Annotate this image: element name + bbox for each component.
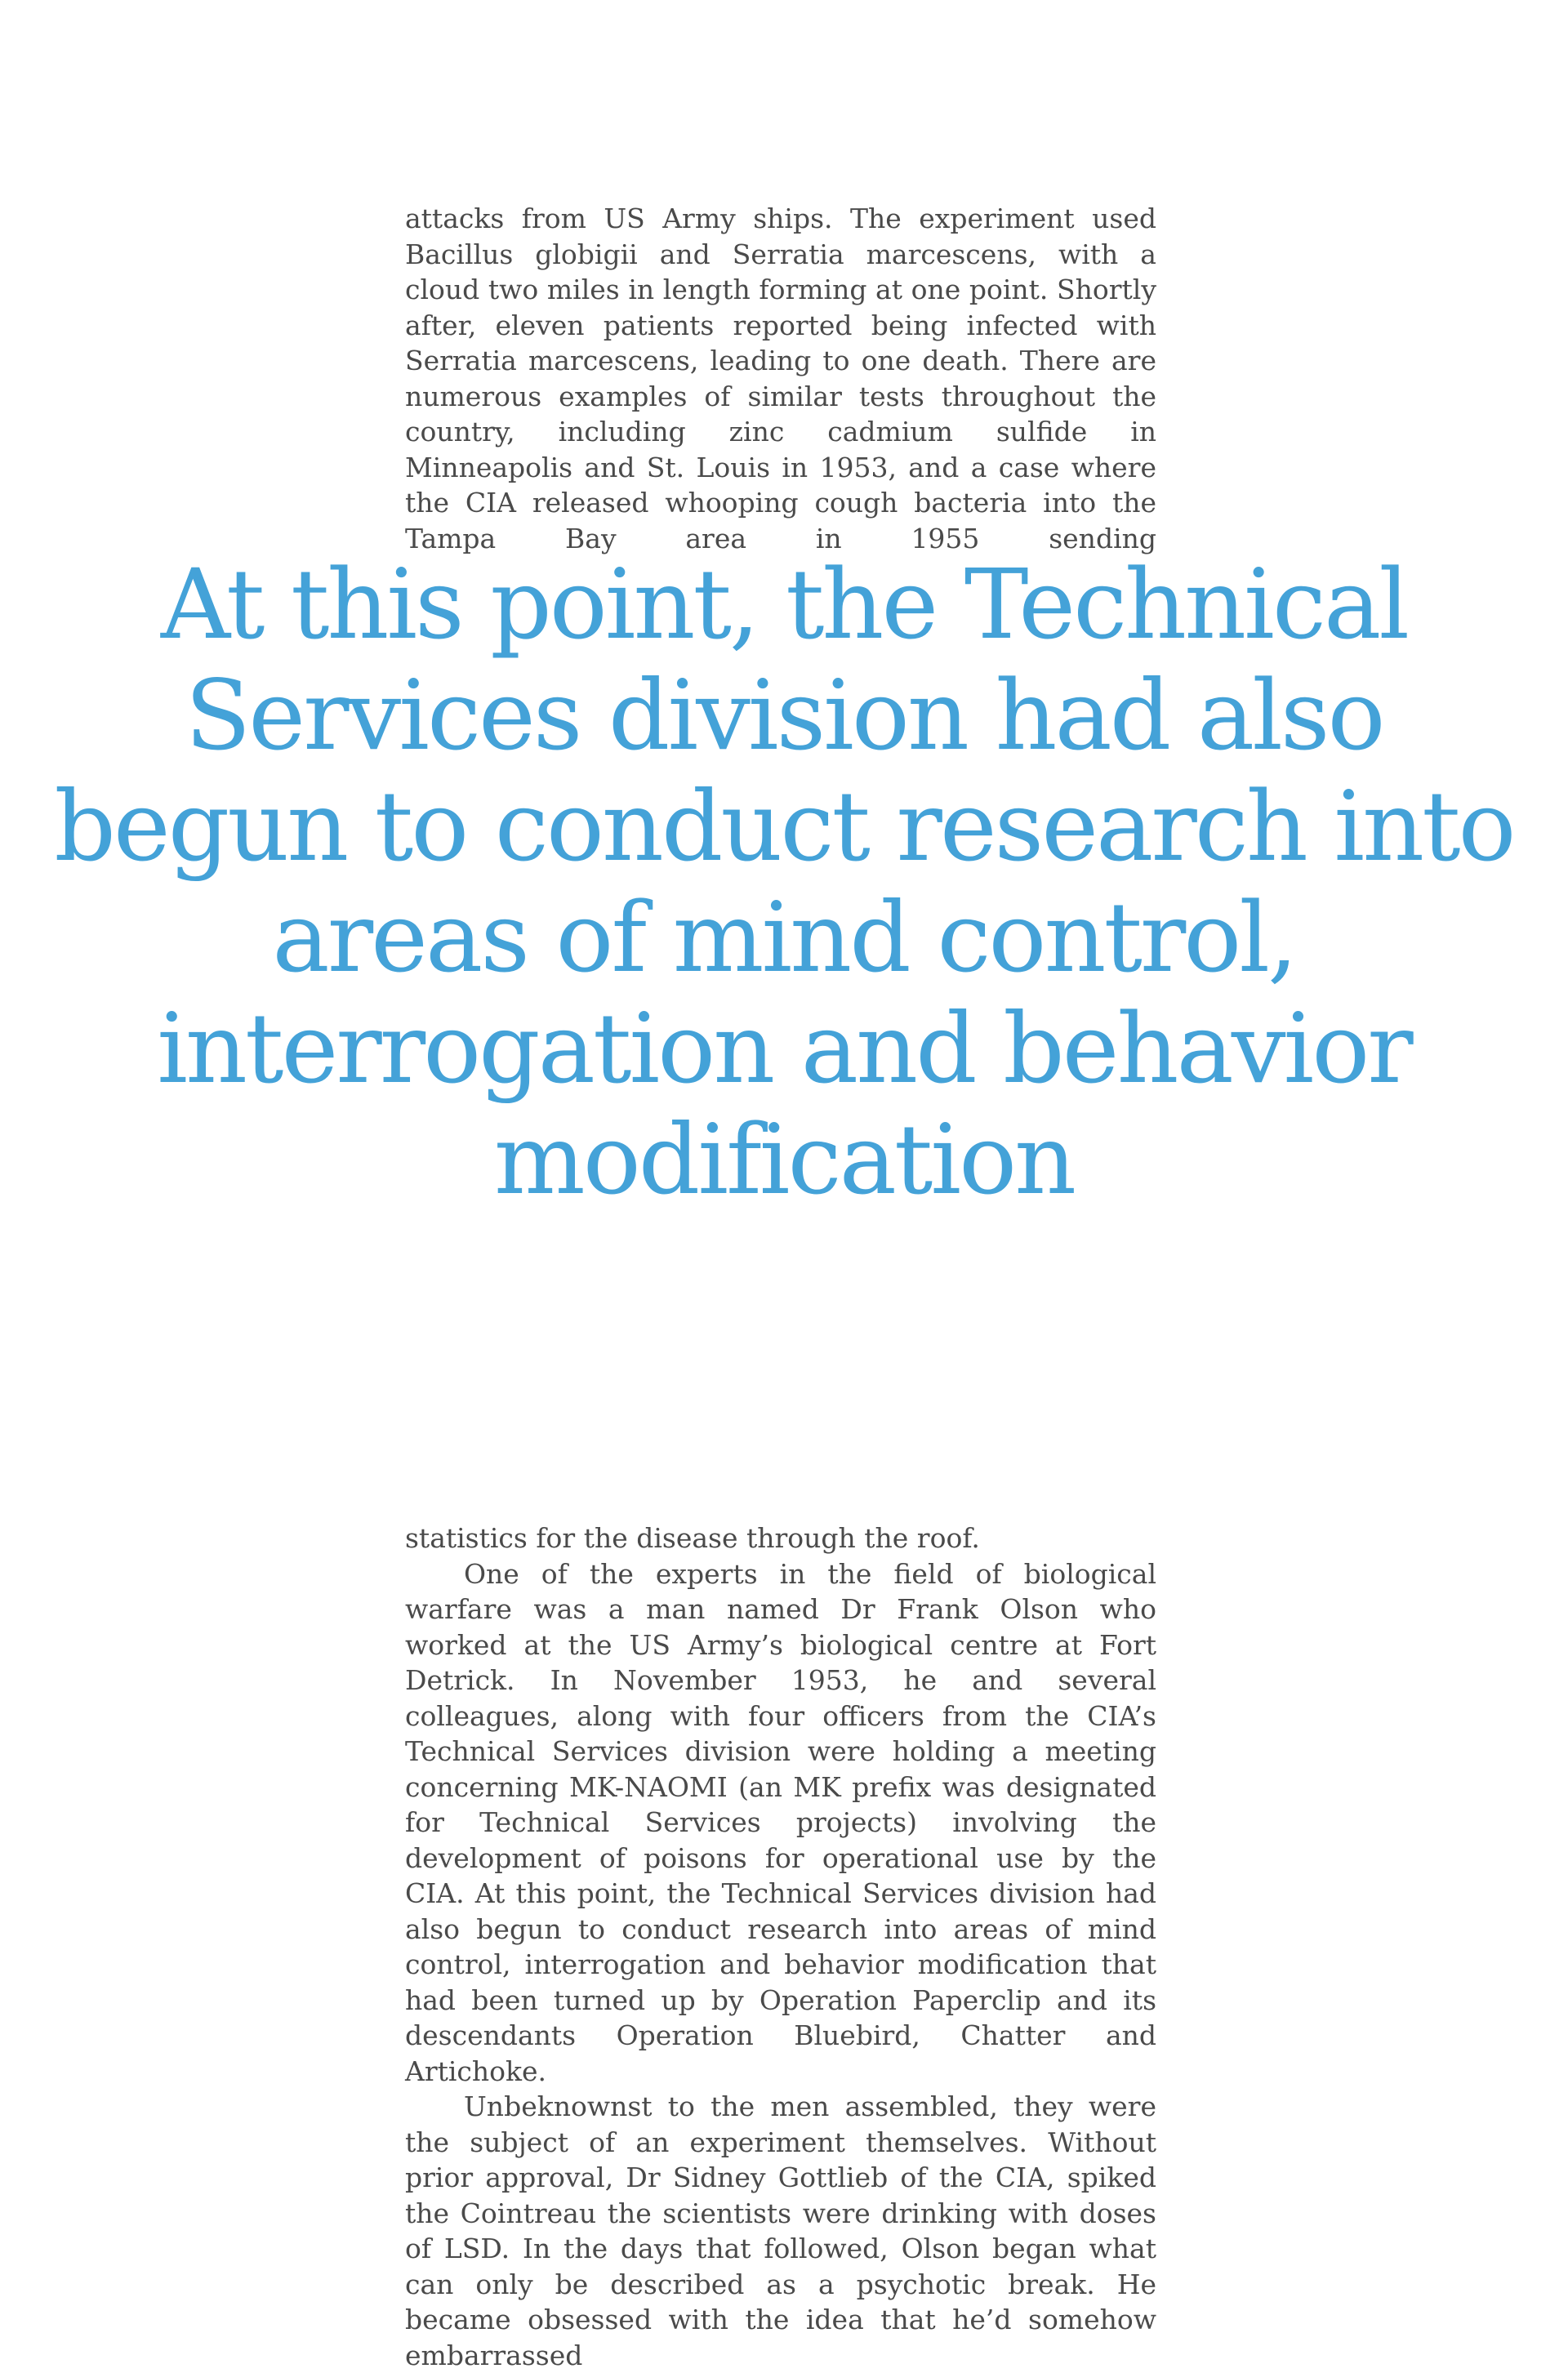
top-paragraph: attacks from US Army ships. The experiment used Bacillus globigii and Serratia marcescens, with a cloud two miles in length forming at one point. Shortly after, eleven patients reported being infected with Serratia marcescens, leading to one death. There are numerous examples of similar tests throughout the country, including zinc cadmium sulfide in Minneapolis and St. Louis in 1953, and a case where the CIA released whooping cough bacteria into the Tampa Bay area in 1955 sending	[405, 203, 1156, 554]
pull-quote: At this point, the Technical Services division had also begun to conduct research into areas of mind control, interrogation and behavior modification	[54, 548, 1514, 1216]
body-column-bottom	[405, 1520, 1156, 2373]
paragraph-experiment: Unbeknownst to the men assembled, they were the subject of an experiment themselves. Without prior approval, Dr Sidney Gottlieb of the CIA, spiked the Cointreau the scientists were drinking with doses of LSD. In the days that followed, Olson began what can only be described as a psychotic break. He became obsessed with the idea that he’d somehow embarrassed	[405, 2090, 1156, 2371]
continuation-paragraph: statistics for the disease through the roof.	[405, 1522, 980, 1554]
body-column-top	[405, 201, 1156, 556]
paragraph-olson: One of the experts in the field of biological warfare was a man named Dr Frank Olson who worked at the US Army’s biological centre at Fort Detrick. In November 1953, he and several colleagues, along with four officers from the CIA’s Technical Services division were holding a meeting concerning MK-NAOMI (an MK prefix was designated for Technical Services projects) involving the development of poisons for operational use by the CIA. At this point, the Technical Services division had also begun to conduct research into areas of mind control, interrogation and behavior modification that had been turned up by Operation Paperclip and its descendants Operation Bluebird, Chatter and Artichoke.	[405, 1557, 1156, 2087]
